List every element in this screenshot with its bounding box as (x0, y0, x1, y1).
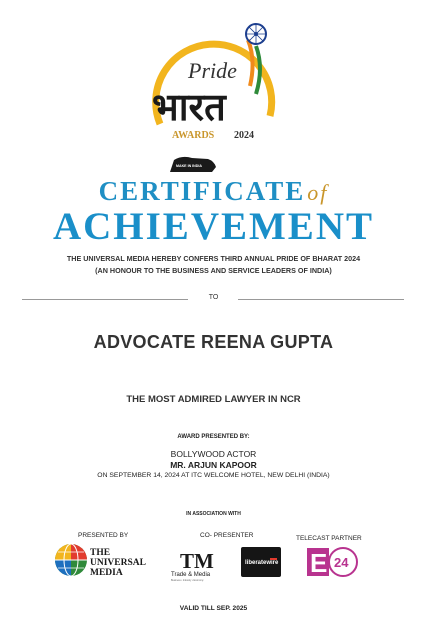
award-title: THE MOST ADMIRED LAWYER IN NCR (126, 394, 301, 405)
association-label: IN ASSOCIATION WITH (186, 511, 241, 517)
confers-line: THE UNIVERSAL MEDIA HEREBY CONFERS THIRD ANNUAL PRIDE OF BHARAT 2024 (66, 254, 361, 263)
flag-saffron-stroke (248, 40, 253, 86)
trade-media-tagline: Business • Industry • Economy (171, 579, 204, 582)
liberatewire-logo (241, 547, 281, 577)
e24-logo (307, 546, 361, 578)
co-presenter-label: CO- PRESENTER (200, 532, 254, 539)
certificate-heading (0, 176, 427, 207)
logo-bharat-text: भारत (152, 85, 226, 129)
logo-pride-text: Pride (188, 58, 237, 83)
trade-media-mark: TM (180, 549, 214, 573)
to-label: TO (208, 294, 219, 301)
of-word: of (307, 180, 329, 205)
presented-by-label: AWARD PRESENTED BY: (177, 434, 250, 440)
universal-media-line1: THE (90, 548, 111, 558)
trade-media-name: Trade & Media (171, 572, 211, 578)
universal-media-line2: UNIVERSAL (90, 558, 146, 568)
e24-number: 24 (334, 555, 349, 570)
liberatewire-text: liberatewire (245, 560, 279, 566)
achievement-heading: ACHIEVEMENT (52, 205, 375, 248)
recipient-name: ADVOCATE REENA GUPTA (93, 332, 334, 352)
presenter-role: BOLLYWOOD ACTOR (170, 449, 257, 459)
event-details: ON SEPTEMBER 14, 2024 AT ITC WELCOME HOTEL, NEW DELHI (INDIA) (97, 472, 330, 479)
trade-media-logo (168, 546, 224, 582)
certificate-word: CERTIFICATE (98, 176, 306, 206)
make-in-india-lion-icon (168, 154, 218, 174)
ashoka-chakra-icon (246, 24, 266, 44)
honour-line: (AN HONOUR TO THE BUSINESS AND SERVICE LEADERS OF INDIA) (95, 266, 332, 275)
divider-right (238, 299, 404, 300)
make-in-india-text: MAKE IN INDIA (176, 164, 202, 168)
universal-media-logo (53, 542, 159, 578)
flag-green-stroke (256, 46, 260, 94)
presented-by-partner-label: PRESENTED BY (78, 532, 129, 539)
universal-media-line3: MEDIA (90, 568, 123, 578)
logo-awards-text: AWARDS (172, 130, 215, 141)
globe-icon (55, 544, 87, 576)
pride-bharat-logo (138, 16, 290, 156)
telecast-partner-label: TELECAST PARTNER (296, 535, 362, 542)
validity-text: VALID TILL SEP. 2025 (179, 605, 248, 612)
presenter-name: MR. ARJUN KAPOOR (170, 460, 257, 470)
logo-year-text: 2024 (234, 130, 254, 141)
e24-letter: E (310, 548, 328, 578)
